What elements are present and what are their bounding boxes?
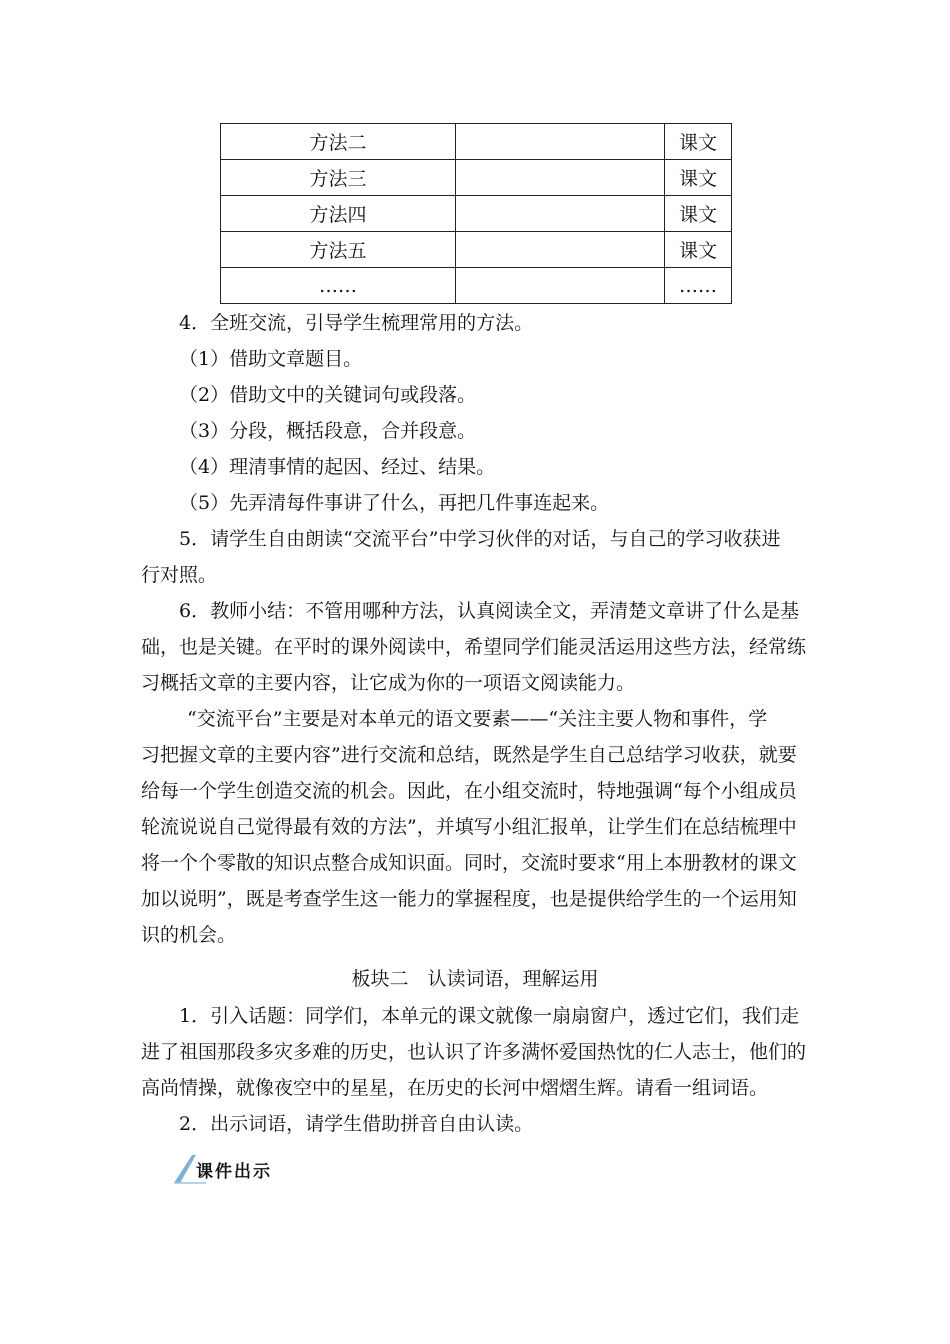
step-5-line-1: 5．请学生自由朗读“交流平台”中学习伙伴的对话，与自己的学习收获进 [179, 528, 781, 550]
section2-block [141, 998, 809, 1142]
source-cell: 课文 [665, 124, 732, 160]
tip-line-4: 轮流说说自己觉得最有效的方法”，并填写小组汇报单，让学生们在总结梳理中 [141, 816, 797, 838]
example-cell [456, 268, 665, 304]
section-heading: 板块二 认读词语，理解运用 [351, 968, 599, 990]
step-5-line-2: 行对照。 [141, 564, 218, 586]
table-row [221, 232, 732, 268]
courseware-label [172, 1151, 292, 1187]
step-4-sub-3: （3）分段，概括段意，合并段意。 [179, 420, 477, 442]
method-cell: 方法二 [221, 124, 456, 160]
method-cell: 方法四 [221, 196, 456, 232]
table-row [221, 196, 732, 232]
tip-line-1: “交流平台”主要是对本单元的语文要素——“关注主要人物和事件，学 [187, 708, 768, 730]
example-cell [456, 160, 665, 196]
step-4-sub-4: （4）理清事情的起因、经过、结果。 [179, 456, 496, 478]
example-cell [456, 196, 665, 232]
source-cell: 课文 [665, 232, 732, 268]
tip-line-5: 将一个个零散的知识点整合成知识面。同时，交流时要求“用上本册教材的课文 [141, 852, 797, 874]
steps-block [141, 305, 809, 953]
tip-line-6: 加以说明”，既是考查学生这一能力的掌握程度，也是提供给学生的一个运用知 [141, 888, 797, 910]
example-cell [456, 124, 665, 160]
step-4-sub-2: （2）借助文中的关键词句或段落。 [179, 384, 477, 406]
methods-table [220, 123, 732, 304]
example-cell [456, 232, 665, 268]
tip-line-3: 给每一个学生创造交流的机会。因此，在小组交流时，特地强调“每个小组成员 [141, 780, 797, 802]
table-row [221, 160, 732, 196]
intro-line-3: 高尚情操，就像夜空中的星星，在历史的长河中熠熠生辉。请看一组词语。 [141, 1077, 769, 1099]
intro-line-1: 1．引入话题：同学们，本单元的课文就像一扇扇窗户，透过它们，我们走 [179, 1005, 800, 1027]
source-cell: 课文 [665, 196, 732, 232]
step-4-sub-1: （1）借助文章题目。 [179, 348, 363, 370]
tip-line-2: 习把握文章的主要内容”进行交流和总结，既然是学生自己总结学习收获，就要 [141, 744, 797, 766]
source-cell: …… [665, 268, 732, 304]
method-cell: 方法三 [221, 160, 456, 196]
step-6-line-3: 习概括文章的主要内容，让它成为你的一项语文阅读能力。 [141, 672, 636, 694]
step-4-sub-5: （5）先弄清每件事讲了什么，再把几件事连起来。 [179, 492, 610, 514]
source-cell: 课文 [665, 160, 732, 196]
intro-line-2: 进了祖国那段多灾多难的历史，也认识了许多满怀爱国热忱的仁人志士，他们的 [141, 1041, 807, 1063]
tip-line-7: 识的机会。 [141, 924, 237, 946]
method-cell: …… [221, 268, 456, 304]
step-2-line: 2．出示词语，请学生借助拼音自由认读。 [179, 1113, 534, 1135]
method-cell: 方法五 [221, 232, 456, 268]
table-row [221, 124, 732, 160]
table-row [221, 268, 732, 304]
step-6-line-2: 础，也是关键。在平时的课外阅读中，希望同学们能灵活运用这些方法，经常练 [141, 636, 807, 658]
step-6-line-1: 6．教师小结：不管用哪种方法，认真阅读全文，弄清楚文章讲了什么是基 [179, 600, 800, 622]
step-4: 4．全班交流，引导学生梳理常用的方法。 [179, 312, 534, 334]
courseware-label-text: 课件出示 [196, 1162, 272, 1182]
